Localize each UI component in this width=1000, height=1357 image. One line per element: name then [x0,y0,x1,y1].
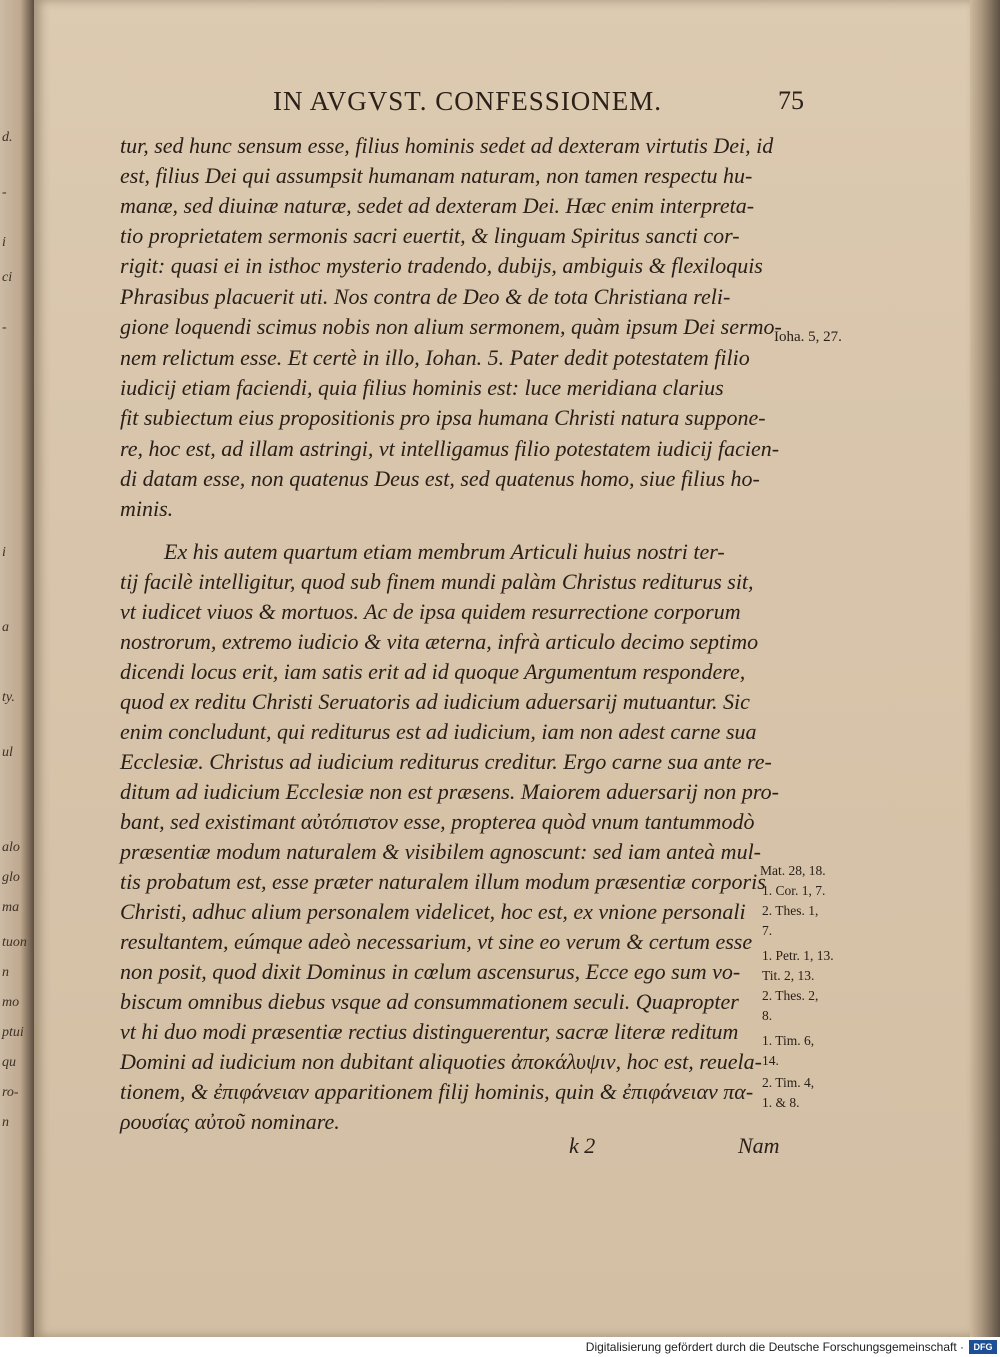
prev-page-fragment: n [2,1115,9,1130]
margin-note: 14. [762,1053,779,1068]
dfg-logo: DFG [969,1340,997,1354]
text-line: rigit: quasi ei in isthoc mysterio tradendo, dubijs, ambiguis & flexiloquis [120,253,763,278]
text-line: bant, sed existimant αὐτόπιστον esse, propterea quòd vnum tantummodò [120,809,755,834]
text-line: di datam esse, non quatenus Deus est, sed quatenus homo, siue filius ho- [120,466,760,491]
prev-page-fragment: qu [2,1055,16,1070]
margin-note: 8. [762,1008,773,1023]
prev-page-fragment: - [2,185,7,200]
text-line: minis. [120,496,174,521]
text-line: non posit, quod dixit Dominus in cœlum ascensurus, Ecce ego sum vo- [120,959,741,984]
footer-credit: Digitalisierung gefördert durch die Deutsche Forschungsgemeinschaft · [585,1340,964,1354]
prev-page-fragment: i [2,545,6,560]
text-line: præsentiæ modum naturalem & visibilem agnoscunt: sed iam anteà mul- [120,839,762,864]
page-number: 75 [778,86,804,115]
text-line: tionem, & ἐπιφάνειαν apparitionem filij hominis, quin & ἐπιφάνειαν πα- [120,1079,754,1104]
margin-note: Tit. 2, 13. [762,968,815,983]
paragraph-first-line: Ex his autem quartum etiam membrum Articuli huius nostri ter- [164,539,725,564]
text-line: nem relictum esse. Et certè in illo, Iohan. 5. Pater dedit potestatem filio [120,345,750,370]
prev-page-fragment: glo [2,870,20,885]
prev-page-fragment: tuon [2,935,27,950]
margin-note: 1. & 8. [762,1095,800,1110]
margin-note: 7. [762,923,773,938]
footer-bar [0,1337,1000,1357]
text-line: tur, sed hunc sensum esse, filius hominis sedet ad dexteram virtutis Dei, id [120,133,774,158]
text-line: Phrasibus placuerit uti. Nos contra de Deo & de tota Christiana reli- [120,284,731,309]
text-line: dicendi locus erit, iam satis erit ad id quoque Argumentum respondere, [120,659,746,684]
text-line: re, hoc est, ad illam astringi, vt intelligamus filio potestatem iudicij facien- [120,436,780,461]
text-line: enim concludunt, qui rediturus est ad iudicium, iam non adest carne sua [120,719,757,744]
margin-note: 2. Tim. 4, [762,1075,815,1090]
text-line: Christi, adhuc alium personalem videlicet, hoc est, ex vnione personali [120,899,746,924]
text-line: iudicij etiam faciendi, quia filius hominis est: luce meridiana clarius [120,375,724,400]
prev-page-fragment: a [2,620,9,635]
text-line: quod ex reditu Christi Seruatoris ad iudicium aduersarij mutuantur. Sic [120,689,750,714]
prev-page-fragment: alo [2,840,20,855]
prev-page-fragment: n [2,965,9,980]
text-line: gione loquendi scimus nobis non alium sermonem, quàm ipsum Dei sermo- [120,314,782,339]
previous-page-edge [0,0,34,1337]
text-line: est, filius Dei qui assumpsit humanam naturam, non tamen respectu hu- [120,163,753,188]
margin-note: 1. Tim. 6, [762,1033,815,1048]
running-head: IN AVGVST. CONFESSIONEM. [273,86,663,116]
text-line: biscum omnibus diebus vsque ad consummationem seculi. Quapropter [120,989,739,1014]
text-line: vt iudicet viuos & mortuos. Ac de ipsa quidem resurrectione corporum [120,599,741,624]
margin-note: 2. Thes. 2, [762,988,819,1003]
margin-note: 2. Thes. 1, [762,903,819,918]
catchword: Nam [738,1133,780,1158]
prev-page-fragment: ptui [2,1025,24,1040]
page-edge-shadow [970,0,1000,1337]
margin-note: 1. Cor. 1, 7. [762,883,826,898]
text-line: Domini ad iudicium non dubitant aliquoties ἀποκάλυψιν, hoc est, reuela- [120,1049,762,1074]
text-line: tio proprietatem sermonis sacri euertit, & linguam Spiritus sancti cor- [120,223,740,248]
text-line: manæ, sed diuinæ naturæ, sedet ad dexteram Dei. Hæc enim interpreta- [120,193,755,218]
prev-page-fragment: ci [2,270,13,285]
prev-page-fragment: d. [2,130,13,145]
text-line: nostrorum, extremo iudicio & vita æterna, infrà articulo decimo septimo [120,629,759,654]
prev-page-fragment: - [2,320,7,335]
margin-note: Ioha. 5, 27. [774,329,842,345]
signature-mark: k 2 [569,1133,596,1158]
text-line: vt hi duo modi præsentiæ rectius distinguerentur, sacræ literæ reditum [120,1019,739,1044]
text-line: tis probatum est, esse præter naturalem illum modum præsentiæ corporis [120,869,766,894]
prev-page-fragment: ul [2,745,13,760]
prev-page-fragment: mo [2,995,20,1010]
margin-note: 1. Petr. 1, 13. [762,948,834,963]
prev-page-fragment: ty. [2,690,15,705]
text-line: tij facilè intelligitur, quod sub finem mundi palàm Christus rediturus sit, [120,569,754,594]
text-line: resultantem, eúmque adeò necessarium, vt sine eo verum & certum esse [120,929,753,954]
text-line: fit subiectum eius propositionis pro ipsa humana Christi natura suppone- [120,405,766,430]
book-page [34,0,970,1337]
text-line: Ecclesiæ. Christus ad iudicium rediturus creditur. Ergo carne sua ante re- [120,749,772,774]
text-line: ditum ad iudicium Ecclesiæ non est præsens. Maiorem aduersarij non pro- [120,779,779,804]
prev-page-fragment: i [2,235,6,250]
prev-page-fragment: ro- [2,1085,19,1100]
text-line: ρουσίας αὐτοῦ nominare. [120,1109,340,1134]
prev-page-fragment: ma [2,900,20,915]
margin-note: Mat. 28, 18. [760,863,826,878]
